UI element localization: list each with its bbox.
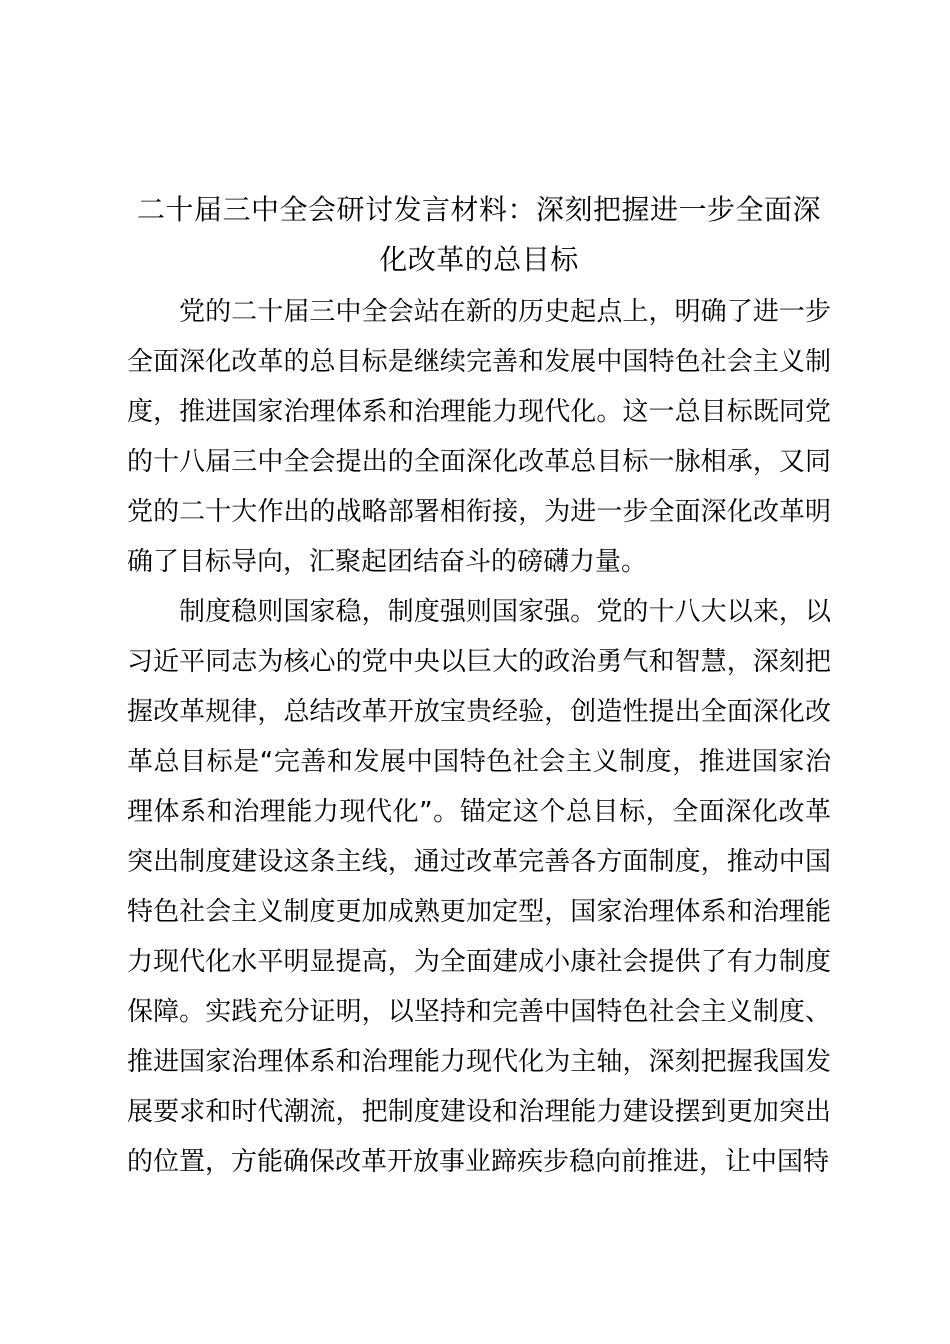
title-line-1: 二十届三中全会研讨发言材料：深刻把握进一步全面深 [136, 193, 821, 226]
title-line-2: 化改革的总目标 [379, 243, 579, 276]
paragraph-1: 党的二十届三中全会站在新的历史起点上，明确了进一步全面深化改革的总目标是继续完善和发展中国特色社会主义制度，推进国家治理体系和治理能力现代化。这一总目标既同党的十八届三中全会提出的全面深化改革总目标一脉相承，又同党的二十大作出的战略部署相衔接，为进一步全面深化改革明确了目标导向，汇聚起团结奋斗的磅礴力量。 [127, 297, 831, 577]
document-title [127, 185, 831, 285]
paragraph-2: 制度稳则国家稳，制度强则国家强。党的十八大以来，以习近平同志为核心的党中央以巨大的政治勇气和智慧，深刻把握改革规律，总结改革开放宝贵经验，创造性提出全面深化改革总目标是“完善和发展中国特色社会主义制度，推进国家治理体系和治理能力现代化”。锚定这个总目标，全面深化改革突出制度建设这条主线，通过改革完善各方面制度，推动中国特色社会主义制度更加成熟更加定型，国家治理体系和治理能力现代化水平明显提高，为全面建成小康社会提供了有力制度保障。实践充分证明，以坚持和完善中国特色社会主义制度、推进国家治理体系和治理能力现代化为主轴，深刻把握我国发展要求和时代潮流，把制度建设和治理能力建设摆到更加突出的位置，方能确保改革开放事业蹄疾步稳向前推进，让中国特 [127, 597, 831, 1177]
document-body [127, 185, 831, 1187]
